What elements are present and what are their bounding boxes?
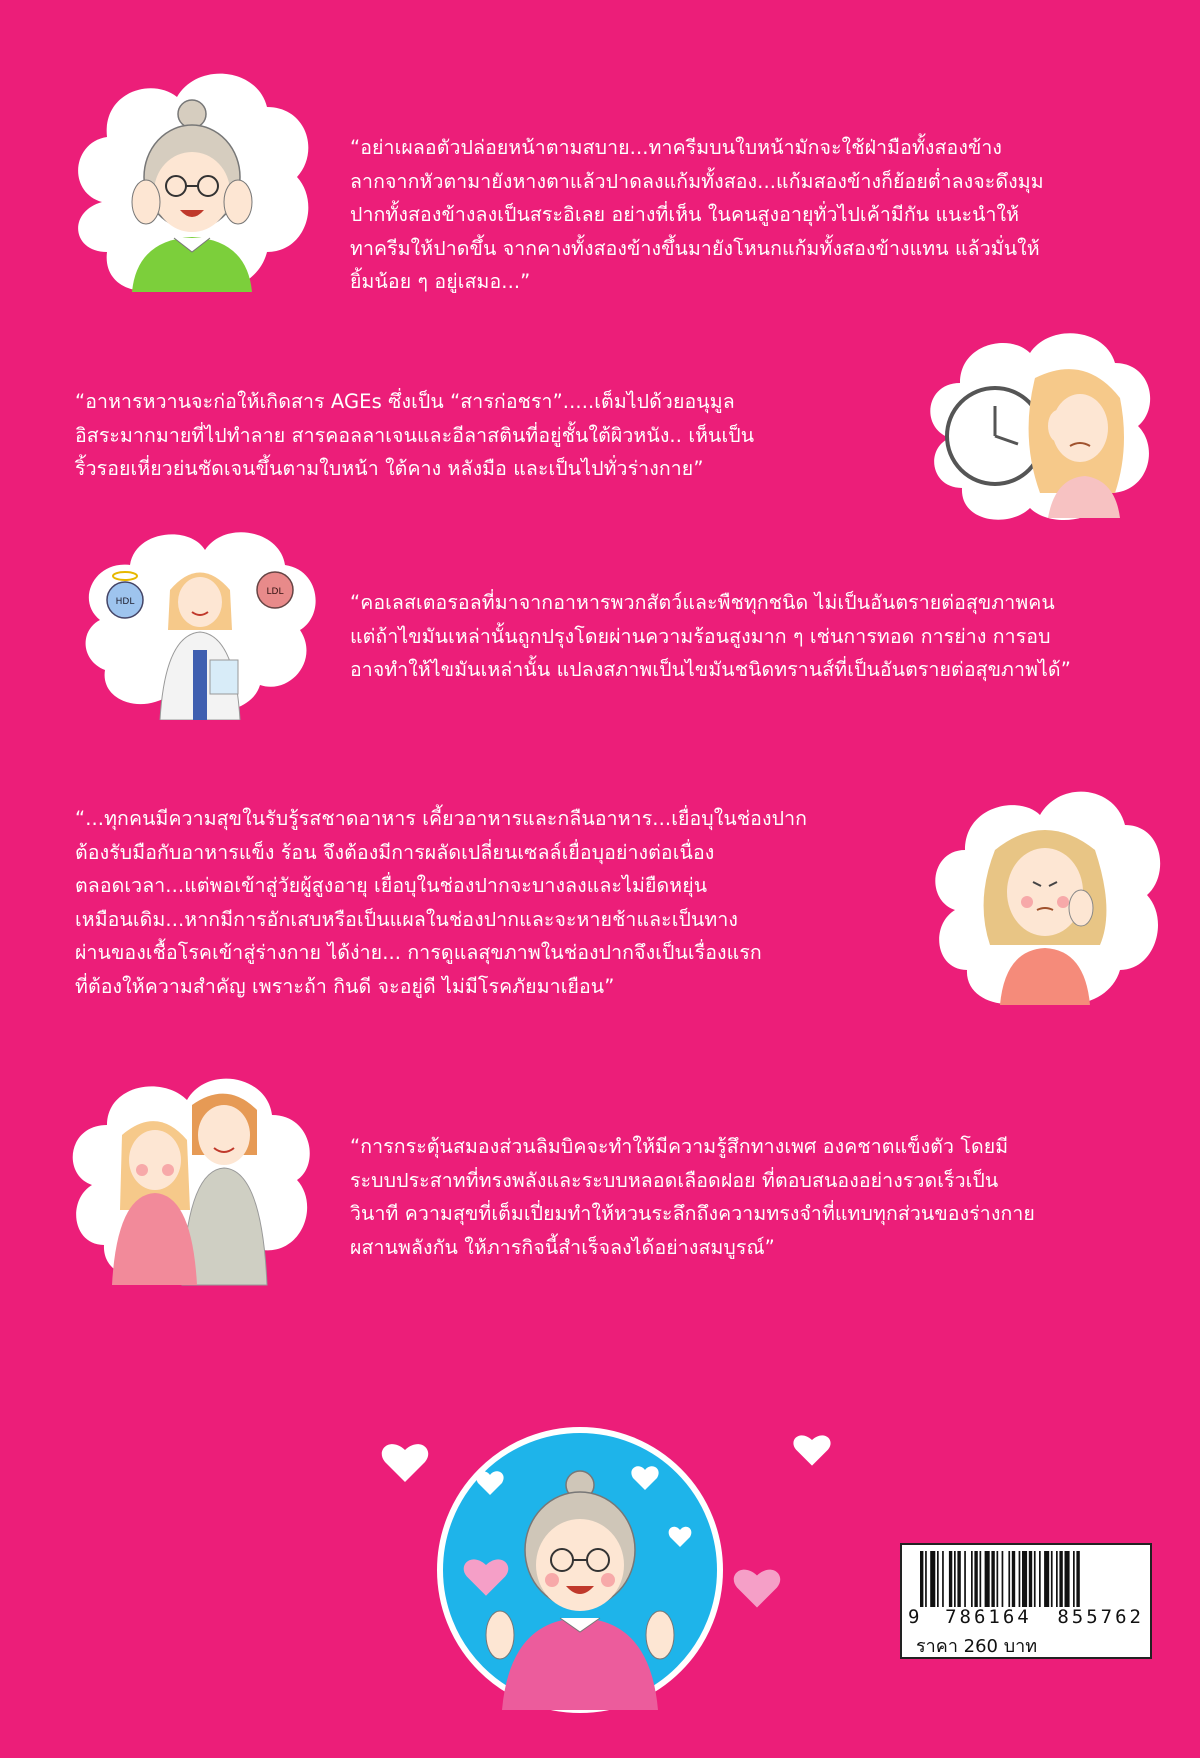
quote-line: ทาครีมให้ปาดขึ้น จากคางทั้งสองข้างขึ้นมายังโหนกแก้มทั้งสองข้างแทน แล้วมั่นให้ xyxy=(350,236,1040,260)
quote-line: “อย่าเผลอตัวปล่อยหน้าตามสบาย...ทาครีมบนใบหน้ามักจะใช้ฝ่ามือทั้งสองข้าง xyxy=(350,136,1003,159)
hdl-label: HDL xyxy=(115,597,135,607)
quote-line: ผ่านของเชื้อโรคเข้าสู่ร่างกาย ได้ง่าย... การดูแลสุขภาพในช่องปากจึงเป็นเรื่องแรก xyxy=(75,941,762,964)
ldl-label: LDL xyxy=(266,587,284,597)
quote-line: ระบบประสาทที่ทรงพลังและระบบหลอดเลือดฝอย ที่ตอบสนองอย่างรวดเร็วเป็น xyxy=(350,1168,999,1192)
quote-line: “การกระตุ้นสมองส่วนลิมบิคจะทำให้มีความรู้สึกทางเพศ องคชาตแข็งตัว โดยมี xyxy=(350,1135,1009,1158)
quote-line: ต้องรับมือกับอาหารแข็ง ร้อน จึงต้องมีการผลัดเปลี่ยนเซลล์เยื่อบุอย่างต่อเนื่อง xyxy=(75,840,715,864)
barcode-digits-left: 786164 xyxy=(945,1606,1032,1628)
quote-cholesterol-trans-fat xyxy=(350,586,1170,687)
quote-line: อาจทำให้ไขมันเหล่านั้น แปลงสภาพเป็นไขมันชนิดทรานส์ที่เป็นอันตรายต่อสุขภาพได้” xyxy=(350,658,1071,681)
quote-cream-application xyxy=(350,131,1170,299)
quote-line: ตลอดเวลา...แต่พอเข้าสู่วัยผู้สูงอายุ เยื่อบุในช่องปากจะบางลงและไม่ยืดหยุ่น xyxy=(75,874,708,897)
heart-icon xyxy=(732,1565,782,1611)
quote-line: ที่ต้องให้ความสำคัญ เพราะถ้า กินดี จะอยู่ดี ไม่มีโรคภัยมาเยือน” xyxy=(75,974,615,998)
quote-line: “...ทุกคนมีความสุขในรับรู้รสชาดอาหาร เคี้ยวอาหารและกลืนอาหาร...เยื่อบุในช่องปาก xyxy=(75,807,808,830)
price-label xyxy=(916,1631,1037,1660)
quote-limbic-system xyxy=(350,1130,1170,1264)
quote-line: “คอเลสเตอรอลที่มาจากอาหารพวกสัตว์และพืชทุกชนิด ไม่เป็นอันตรายต่อสุขภาพคน xyxy=(350,591,1055,614)
quote-line: วินาที ความสุขที่เต็มเปี่ยมทำให้หวนระลึกถึงความทรงจำที่แทบทุกส่วนของร่างกาย xyxy=(350,1202,1035,1225)
quote-line: ผสานพลังกัน ให้ภารกิจนี้สำเร็จลงได้อย่างสมบูรณ์” xyxy=(350,1235,775,1259)
quote-line: ยิ้มน้อย ๆ อยู่เสมอ...” xyxy=(350,270,531,293)
illustration-woman-clock xyxy=(920,318,1160,528)
illustration-doctor-hdl-ldl xyxy=(80,520,320,720)
barcode-digits xyxy=(908,1606,1144,1628)
heart-icon xyxy=(462,1555,510,1599)
quote-oral-health xyxy=(75,802,895,1003)
quote-line: แต่ถ้าไขมันเหล่านั้นถูกปรุงโดยผ่านความร้อนสูงมาก ๆ เช่นการทอด การย่าง การอบ xyxy=(350,624,1051,648)
quote-sweet-food-ages xyxy=(75,385,895,486)
quote-line: อิสระมากมายที่ไปทำลาย สารคอลลาเจนและอีลาสตินที่อยู่ชั้นใต้ผิวหนัง.. เห็นเป็น xyxy=(75,423,755,447)
barcode-digits-right: 855762 xyxy=(1057,1606,1144,1628)
quote-line: ปากทั้งสองข้างลงเป็นสระอิเลย อย่างที่เห็น ในคนสูงอายุทั่วไปเค้ามีกัน แนะนำให้ xyxy=(350,203,1020,226)
heart-icon xyxy=(792,1432,832,1468)
barcode-digit-first: 9 xyxy=(908,1606,920,1628)
price-text: ราคา 260 บาท xyxy=(916,1636,1038,1657)
illustration-happy-couple xyxy=(62,1060,322,1290)
illustration-woman-mouth-pain xyxy=(925,770,1165,1015)
quote-line: เหมือนเดิม...หากมีการอักเสบหรือเป็นแผลในช่องปากและจะหายช้าและเป็นทาง xyxy=(75,907,739,931)
barcode-bars xyxy=(920,1551,1134,1607)
illustration-old-lady-cream xyxy=(62,52,322,317)
quote-line: ริ้วรอยเหี่ยวย่นชัดเจนขึ้นตามใบหน้า ใต้คาง หลังมือ และเป็นไปทั่วร่างกาย” xyxy=(75,457,704,480)
quote-line: “อาหารหวานจะก่อให้เกิดสาร AGEs ซึ่งเป็น “สารก่อชรา”.....เต็มไปด้วยอนุมูล xyxy=(75,390,735,413)
heart-icon xyxy=(380,1440,430,1485)
isbn-barcode xyxy=(900,1543,1152,1659)
quote-line: ลากจากหัวตามายังหางตาแล้วปาดลงแก้มทั้งสอง...แก้มสองข้างก็ย้อยต่ำลงจะดึงมุม xyxy=(350,169,1044,193)
